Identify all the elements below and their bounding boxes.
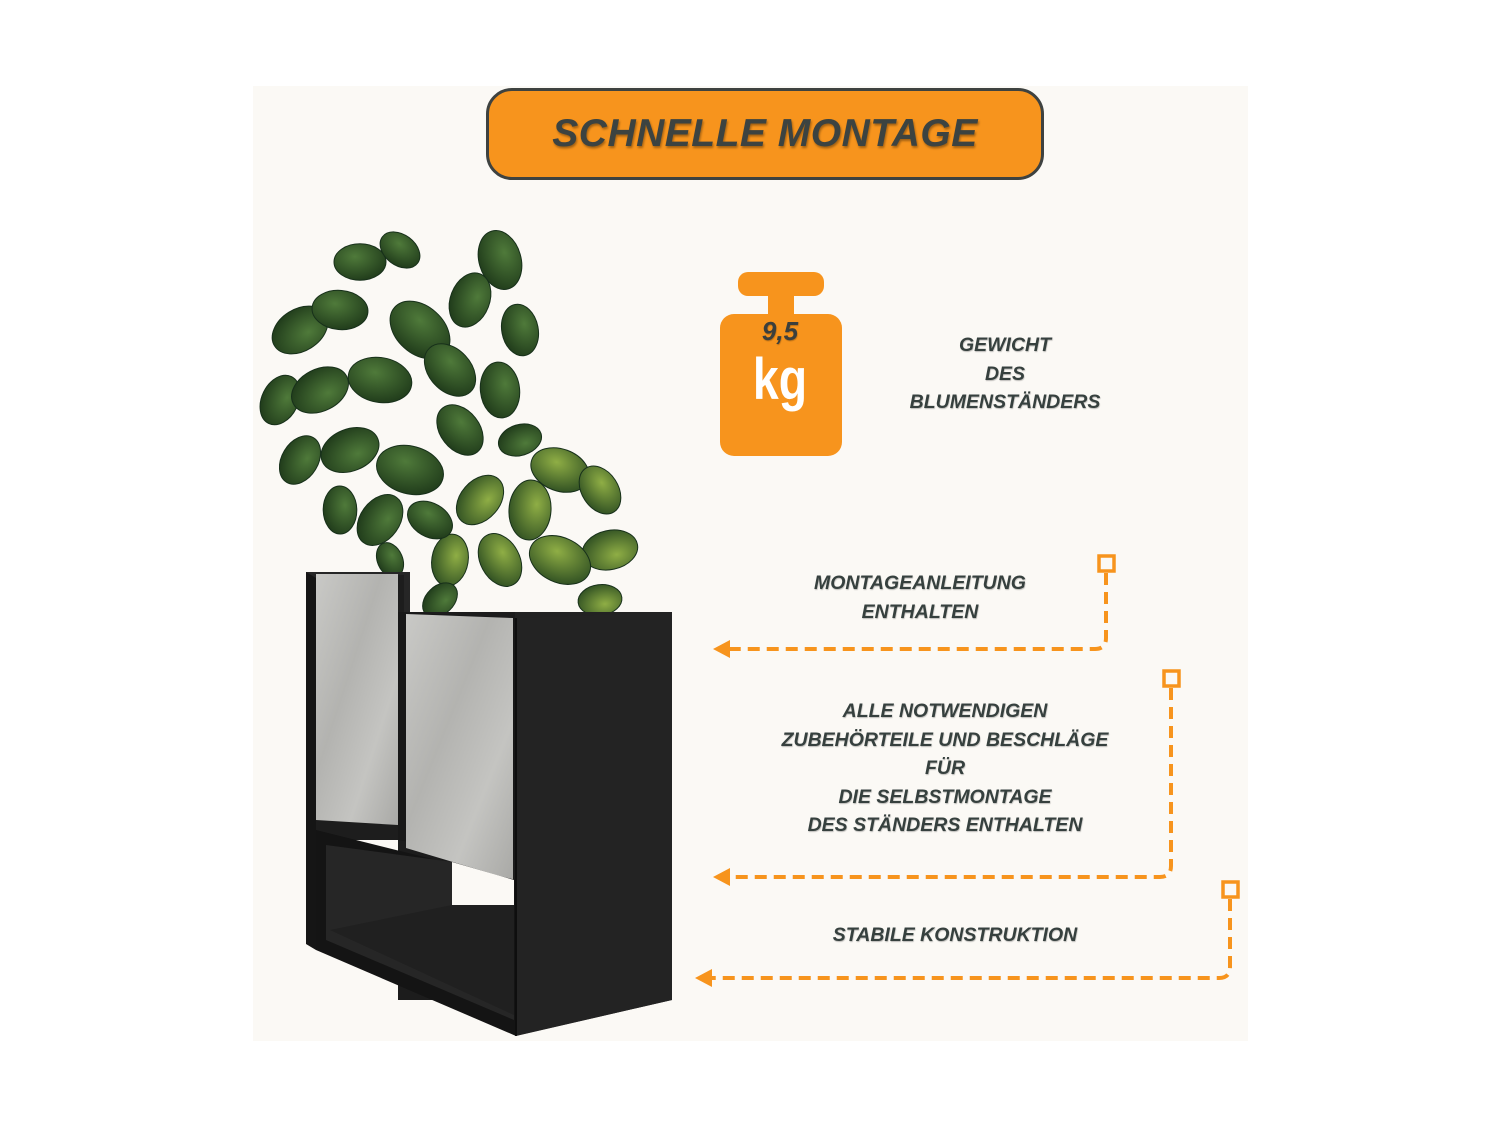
feature-accessories-included: ALLE NOTWENDIGEN ZUBEHÖRTEILE UND BESCHLÄGE FÜR DIE SELBSTMONTAGE DES STÄNDERS ENTHALTEN (781, 700, 1109, 836)
leaf (428, 531, 472, 588)
leaf (507, 479, 553, 542)
leaf (334, 244, 386, 280)
weight-value: 9,5 (761, 316, 799, 346)
leaf (345, 352, 416, 407)
leaf (497, 301, 543, 359)
feature-assembly-instructions: MONTAGEANLEITUNG ENTHALTEN (814, 572, 1026, 623)
page-title: SCHNELLE MONTAGE (552, 112, 978, 155)
leaf (478, 360, 523, 420)
leaf (314, 419, 385, 480)
weight-description: GEWICHT DES BLUMENSTÄNDERS (909, 334, 1101, 413)
leaf (447, 466, 513, 534)
weight-unit: kg (752, 347, 808, 412)
leaf (284, 358, 357, 423)
leaf (427, 396, 492, 464)
planter-body (306, 572, 672, 1036)
leaf (271, 428, 329, 491)
leaf (348, 486, 413, 554)
leaf (371, 438, 449, 502)
leaf (323, 486, 357, 535)
plant-foliage (252, 224, 641, 624)
feature-stable-construction: STABILE KONSTRUKTION (832, 924, 1078, 946)
